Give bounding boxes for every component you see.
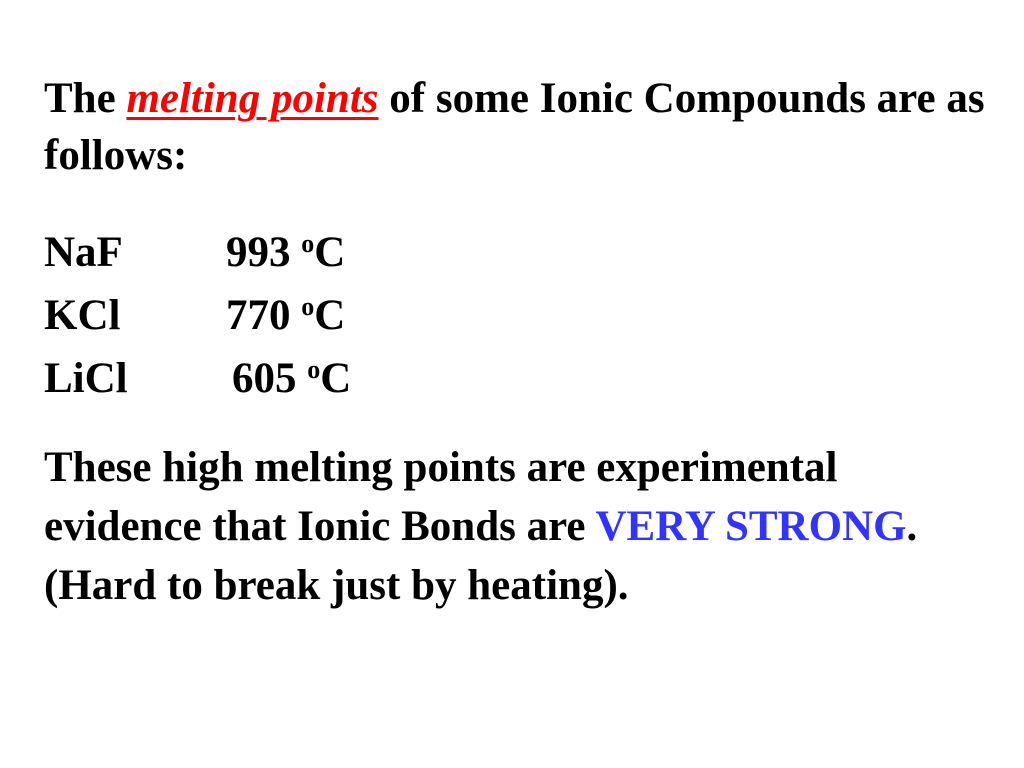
temp-number: 993 — [226, 229, 291, 276]
temp-number: 770 — [226, 292, 291, 339]
melting-point-value — [226, 284, 345, 352]
conclusion-suffix: . (Hard to break just by heating). — [44, 503, 918, 609]
temp-number: 605 — [232, 355, 297, 402]
intro-suffix: of some Ionic Compounds are as follows: — [44, 75, 985, 179]
compound-name: LiCl — [44, 355, 128, 402]
conclusion-emphasis-very-strong: VERY STRONG — [595, 503, 907, 550]
temp-unit: C — [314, 229, 346, 276]
degree-sup: o — [307, 355, 321, 384]
compound-name: NaF — [44, 229, 123, 276]
melting-point-value — [226, 221, 345, 289]
intro-prefix: The — [44, 75, 127, 122]
temp-unit: C — [314, 292, 346, 339]
intro-emphasis-melting-points: melting points — [126, 75, 379, 122]
conclusion-prefix: These high melting points are experimental evidence that Ionic Bonds are — [44, 444, 838, 550]
compound-name: KCl — [44, 292, 121, 339]
melting-point-value — [232, 347, 351, 415]
degree-sup: o — [301, 292, 315, 321]
temp-unit: C — [320, 355, 352, 402]
degree-sup: o — [301, 229, 315, 258]
intro-paragraph — [44, 70, 994, 184]
conclusion-paragraph — [44, 438, 994, 615]
